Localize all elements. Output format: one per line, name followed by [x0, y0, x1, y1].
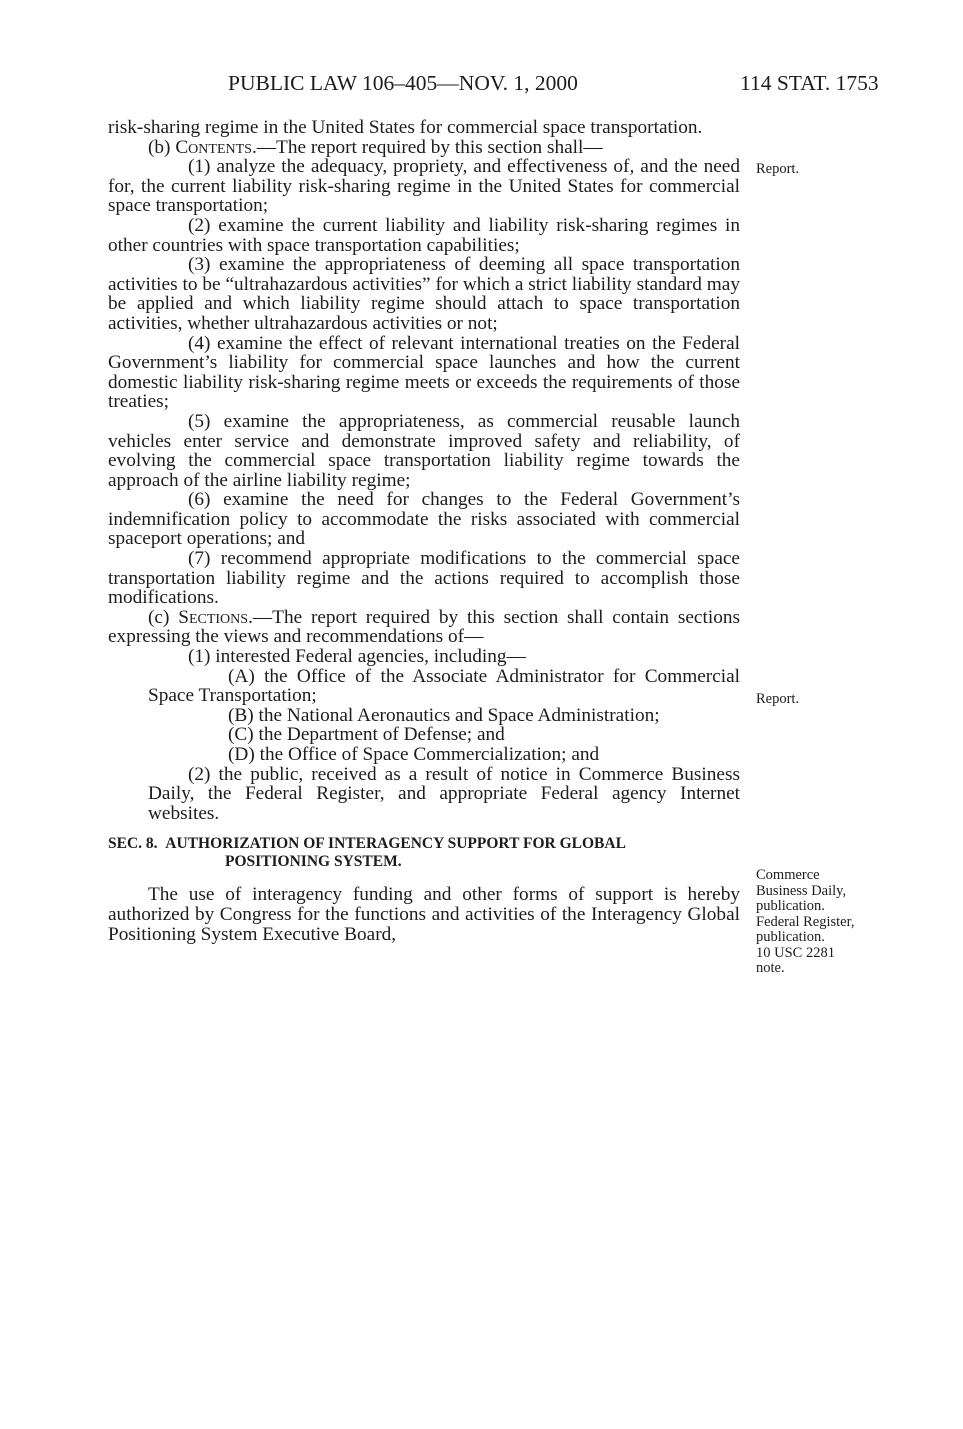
margin-note-publication: Commerce Business Daily, publication. Federal Register, publication. 10 USC 2281 note. — [756, 868, 886, 977]
subsection-b: (b) Contents.—The report required by this section shall— — [148, 136, 603, 158]
margin-note-report-c: Report. — [756, 691, 800, 707]
subsection-b-heading: Contents — [175, 136, 252, 158]
item-b4: (4) examine the effect of relevant international treaties on the Federal Government’s liability for commercial space launches and how the current domestic liability risk-sharing regime meets or exceeds the requirements of those treaties; — [108, 332, 740, 413]
law-text — [108, 118, 740, 944]
item-c2: (2) the public, received as a result of notice in Commerce Business Daily, the Federal Register, and appropriate Federal agency Internet websites. — [148, 763, 740, 824]
subsection-c-heading: Sections — [178, 606, 249, 628]
section-8-heading — [108, 835, 740, 871]
margin-note-report-b: Report. — [756, 161, 800, 177]
subsection-c-items — [108, 647, 740, 823]
section-8-text: The use of interagency funding and other forms of support is hereby authorized by Congress for the functions and activities of the Interagency Global Positioning System Executive Board, — [108, 884, 740, 945]
section-title-line1: AUTHORIZATION OF INTERAGENCY SUPPORT FOR GLOBAL — [165, 835, 626, 853]
item-cD: (D) the Office of Space Commercialization; and — [228, 744, 600, 765]
item-cA: (A) the Office of the Associate Administrator for Commercial Space Transportation; — [148, 665, 740, 707]
item-b1: (1) analyze the adequacy, propriety, and effectiveness of, and the need for, the current liability risk-sharing regime in the United States for commercial space transportation; — [108, 156, 740, 217]
page-header — [0, 68, 963, 98]
section-label: SEC. 8. — [108, 835, 158, 853]
subsection-c: (c) Sections.—The report required by this section shall contain sections expressing the views and recommendations of— — [108, 606, 740, 648]
item-b6: (6) examine the need for changes to the Federal Government’s indemnification policy to accommodate the risks associated with commercial spaceport operations; and — [108, 489, 740, 550]
item-b2: (2) examine the current liability and liability risk-sharing regimes in other countries with space transportation capabilities; — [108, 214, 740, 256]
item-b3: (3) examine the appropriateness of deeming all space transportation activities to be “ultrahazardous activities” for which a strict liability standard may be applied and which liability regime should attach to space transportation activities, whether ultrahazardous activities or not; — [108, 254, 740, 334]
item-c1: (1) interested Federal agencies, including— — [188, 646, 526, 668]
item-cB: (B) the National Aeronautics and Space Administration; — [228, 704, 660, 726]
public-law-title: PUBLIC LAW 106–405—NOV. 1, 2000 — [228, 71, 578, 95]
item-cC: (C) the Department of Defense; and — [228, 724, 505, 746]
statute-page-number: 114 STAT. 1753 — [740, 71, 879, 95]
item-b5: (5) examine the appropriateness, as commercial reusable launch vehicles enter service and demonstrate improved safety and reliability, of evolving the commercial space transportation liability regime towards the approach of the airline liability regime; — [108, 410, 740, 491]
paragraph-continuation: risk-sharing regime in the United States for commercial space transportation. — [108, 117, 703, 138]
item-b7: (7) recommend appropriate modifications to the commercial space transportation liability regime and the actions required to accomplish those modifications. — [108, 548, 740, 609]
margin-note-usc: 10 USC 2281 — [756, 944, 835, 961]
section-title-line2: POSITIONING SYSTEM. — [225, 853, 402, 871]
